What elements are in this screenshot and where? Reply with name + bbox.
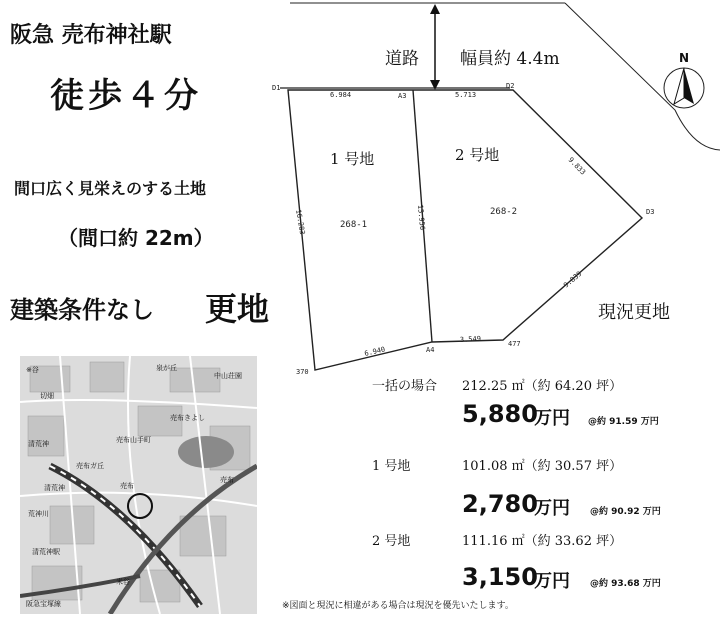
lot-outline	[288, 90, 642, 370]
map-label: 中山荘園	[214, 372, 242, 380]
pricing-price: 2,780	[462, 490, 538, 518]
pricing-price: 5,880	[462, 400, 538, 428]
dim-d2-d3: 9.833	[566, 155, 587, 177]
pricing-unit: 万円	[534, 408, 570, 429]
north-arrow-icon	[664, 68, 704, 108]
frontage-note: 間口広く見栄えのする土地	[14, 179, 207, 198]
point-477: 477	[508, 340, 521, 348]
lot1-label: 1 号地	[330, 150, 375, 168]
pricing-unit: 万円	[534, 498, 570, 519]
point-d1: D1	[272, 84, 281, 92]
dim-left: 16.283	[294, 208, 307, 236]
pricing-per-tsubo: @約 90.92 万円	[590, 507, 661, 517]
footnote: ※図面と現況に相違がある場合は現況を優先いたします。	[282, 601, 514, 611]
pricing-area: 101.08 ㎡（約 30.57 坪）	[462, 459, 623, 474]
dim-top-right: 5.713	[455, 91, 477, 99]
map-label: 米谷	[116, 578, 130, 586]
map-label: 売布きよし	[170, 414, 205, 422]
point-370: 370	[296, 368, 309, 376]
map-label: 売布	[220, 476, 234, 484]
map-label: 売布山手町	[116, 436, 151, 444]
pricing-label: 1 号地	[372, 459, 411, 474]
dim-bottom-left: 6.940	[363, 345, 386, 358]
map-label: 阪急宝塚線	[26, 600, 61, 608]
walk-time: 徒歩４分	[50, 76, 202, 116]
road-arrow-top	[430, 4, 440, 14]
parcel1-number: 268-1	[340, 220, 368, 230]
pricing-price: 3,150	[462, 563, 538, 591]
map-label: 売布	[120, 482, 134, 490]
parcel2-number: 268-2	[490, 207, 518, 217]
lot2-label: 2 号地	[455, 146, 500, 164]
current-status-label: 現況更地	[598, 302, 670, 323]
map-label: 荒神川	[28, 510, 49, 518]
map-label: 売布ガ丘	[76, 462, 104, 470]
pricing-label: 2 号地	[372, 534, 411, 549]
location-map	[20, 356, 257, 614]
pricing-unit: 万円	[534, 571, 570, 592]
road-label: 道路	[385, 49, 419, 69]
map-label: 切畑	[40, 392, 54, 400]
vacant-land-label: 更地	[205, 290, 270, 328]
road-curve-line	[565, 3, 720, 150]
pricing-area: 212.25 ㎡（約 64.20 坪）	[462, 379, 623, 394]
point-a3: A3	[398, 92, 407, 100]
map-label: 清荒神	[44, 484, 65, 492]
point-a4: A4	[426, 346, 435, 354]
point-d3: D3	[646, 208, 655, 216]
pricing-per-tsubo: @約 93.68 万円	[590, 579, 661, 589]
map-label: 清荒神駅	[32, 548, 60, 556]
dim-top-left: 6.984	[330, 91, 352, 99]
map-label: ※谷	[26, 366, 39, 374]
point-d2: D2	[506, 82, 515, 90]
dim-d3-477: 9.839	[562, 269, 584, 290]
north-label: N	[679, 51, 690, 65]
frontage-width: （間口約 22m）	[58, 226, 214, 250]
pricing-label: 一括の場合	[372, 379, 438, 394]
pricing-area: 111.16 ㎡（約 33.62 坪）	[462, 534, 623, 549]
station-name: 阪急 売布神社駅	[10, 23, 172, 48]
road-width-label: 幅員約 4.4m	[460, 49, 560, 69]
dim-middle: 15.956	[416, 204, 427, 231]
map-label: 泉が丘	[156, 364, 177, 372]
building-condition: 建築条件なし	[10, 296, 154, 324]
dim-bottom-right: 3.549	[459, 334, 482, 344]
map-label: 清荒神	[28, 440, 49, 448]
pricing-per-tsubo: @約 91.59 万円	[588, 417, 659, 427]
